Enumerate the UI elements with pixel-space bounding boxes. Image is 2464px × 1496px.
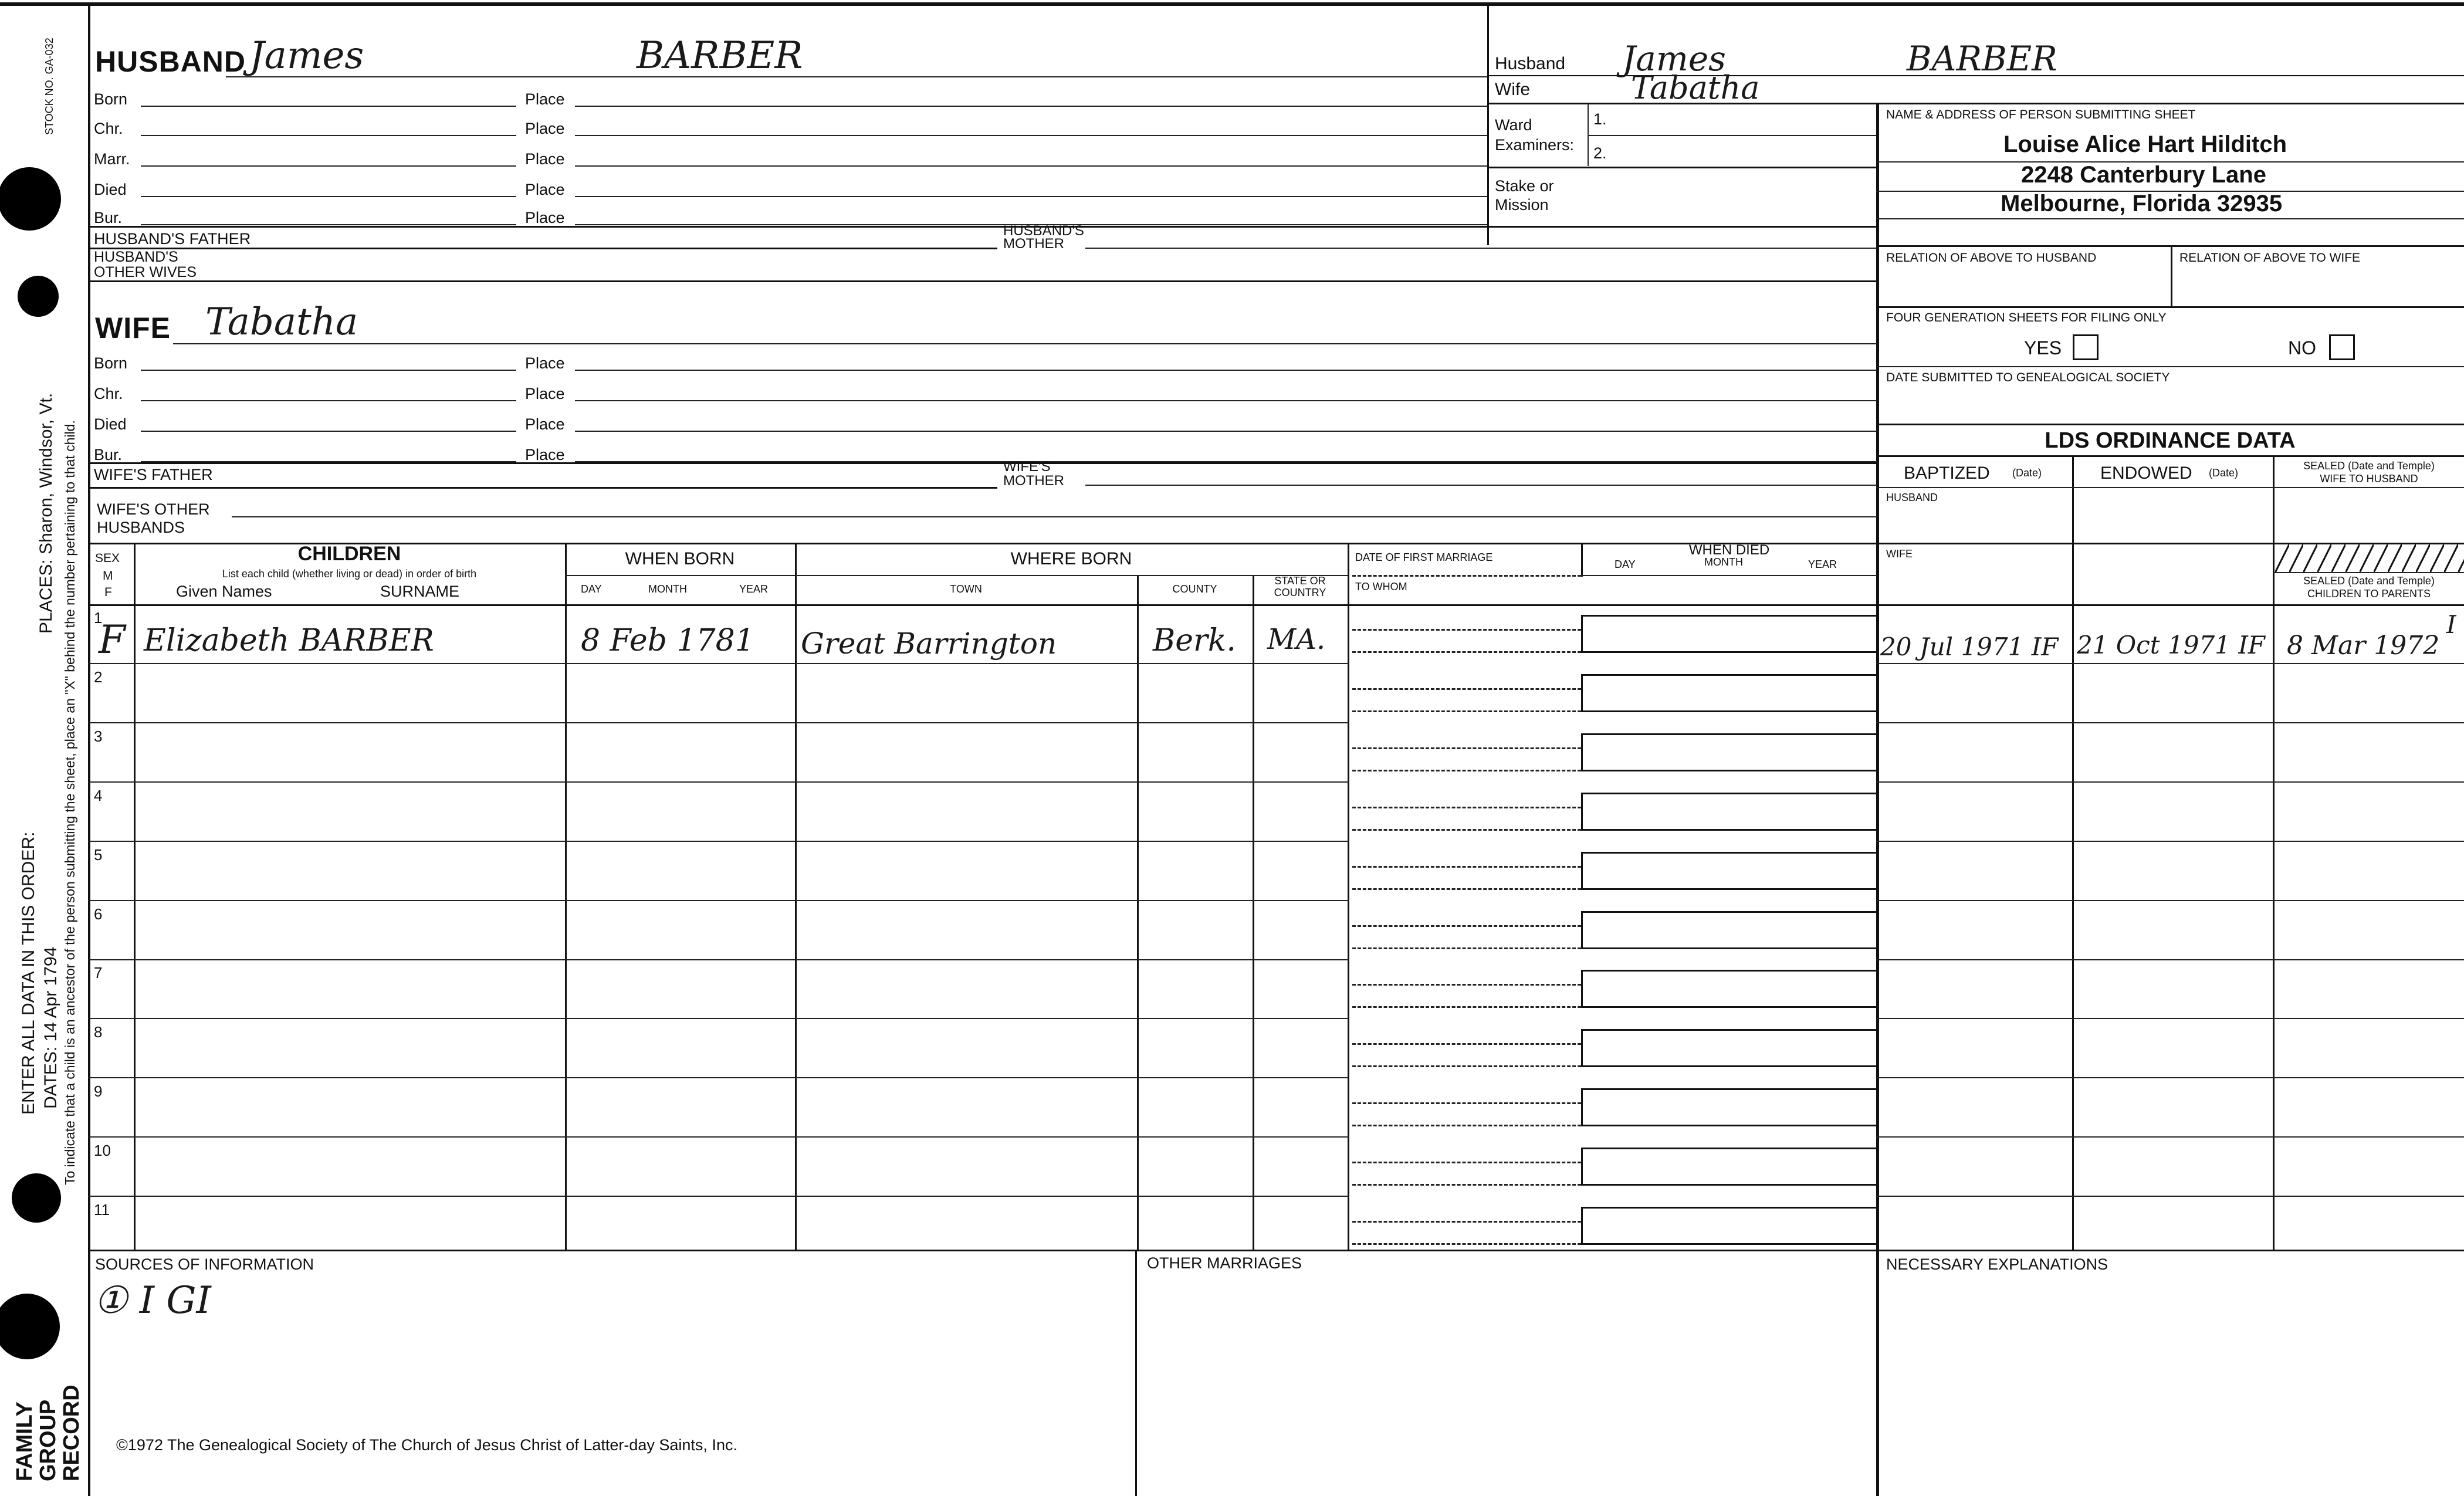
child-1-sealed: 8 Mar 1972 bbox=[2287, 631, 2440, 661]
marriage-whom-line bbox=[1352, 1065, 1581, 1067]
child-1-endowed: 21 Oct 1971 IF bbox=[2077, 631, 2265, 659]
lds-row-line bbox=[1876, 781, 2464, 783]
wife-father-label: WIFE'S FATHER bbox=[94, 466, 213, 483]
died-bracket-top bbox=[1581, 1207, 1877, 1209]
husband-father-label: HUSBAND'S FATHER bbox=[94, 230, 251, 248]
lds-row-line bbox=[1876, 722, 2464, 723]
right-panel-divider bbox=[1876, 103, 1879, 1496]
lds-row-line bbox=[1876, 1077, 2464, 1078]
child-1-sealed-mark: I bbox=[2446, 610, 2456, 639]
died-bracket-top bbox=[1581, 1148, 1877, 1149]
sources-value: ① I GI bbox=[94, 1279, 211, 1322]
order-note: ENTER ALL DATA IN THIS ORDER: bbox=[19, 831, 38, 1115]
died-bracket-bottom bbox=[1581, 829, 1877, 831]
marriage-date-line bbox=[1352, 1162, 1581, 1163]
died-bracket-bottom bbox=[1581, 651, 1877, 653]
child-1-sex: F bbox=[99, 617, 126, 662]
marriage-whom-line bbox=[1352, 947, 1581, 949]
copyright: ©1972 The Genealogical Society of The Church of Jesus Christ of Latter-day Saints, Inc. bbox=[116, 1436, 737, 1454]
marriage-date-line bbox=[1352, 984, 1581, 986]
died-bracket-top bbox=[1581, 911, 1877, 913]
lds-title: LDS ORDINANCE DATA bbox=[2045, 428, 2296, 453]
header-husband-given: James bbox=[1622, 39, 1726, 79]
punch-hole bbox=[18, 276, 59, 317]
died-bracket-top bbox=[1581, 852, 1877, 854]
child-row-number: 6 bbox=[94, 905, 103, 923]
marriage-date-line bbox=[1352, 629, 1581, 631]
died-bracket-top bbox=[1581, 674, 1877, 676]
left-border bbox=[88, 5, 90, 1496]
row-midline bbox=[88, 900, 1349, 901]
died-bracket bbox=[1581, 1029, 1583, 1067]
died-bracket-bottom bbox=[1581, 1243, 1877, 1245]
died-bracket-bottom bbox=[1581, 1125, 1877, 1126]
marriage-date-line bbox=[1352, 1102, 1581, 1104]
died-bracket bbox=[1581, 970, 1583, 1007]
row-midline bbox=[88, 781, 1349, 783]
yes-checkbox[interactable] bbox=[2073, 334, 2099, 360]
row-midline bbox=[88, 959, 1349, 960]
died-bracket bbox=[1581, 1148, 1583, 1185]
child-1-state: MA. bbox=[1267, 623, 1326, 656]
died-bracket-bottom bbox=[1581, 770, 1877, 771]
died-bracket bbox=[1581, 615, 1583, 652]
punch-hole bbox=[0, 167, 61, 231]
child-row-number: 11 bbox=[94, 1201, 110, 1219]
row-midline bbox=[88, 1196, 1349, 1197]
died-bracket-top bbox=[1581, 1088, 1877, 1090]
ancestor-note: To indicate that a child is an ancestor of the person submitting the sheet, place an "X" behind the number pertaining to that child. bbox=[62, 420, 77, 1185]
row-midline bbox=[88, 1136, 1349, 1138]
places-note: PLACES: Sharon, Windsor, Vt. bbox=[36, 392, 56, 634]
child-1-county: Berk. bbox=[1153, 623, 1236, 658]
husband-given-name: James bbox=[249, 34, 364, 77]
died-bracket bbox=[1581, 852, 1583, 889]
lds-row-line bbox=[1876, 1136, 2464, 1138]
row-midline bbox=[88, 1077, 1349, 1078]
dates-note: DATES: 14 Apr 1794 bbox=[41, 946, 60, 1109]
lds-row-line bbox=[1876, 1196, 2464, 1197]
submitter-city: Melbourne, Florida 32935 bbox=[2001, 191, 2283, 216]
marriage-date-line bbox=[1352, 866, 1581, 868]
child-row-number: 2 bbox=[94, 668, 103, 686]
no-checkbox[interactable] bbox=[2329, 334, 2355, 360]
died-bracket-bottom bbox=[1581, 947, 1877, 949]
died-bracket-bottom bbox=[1581, 710, 1877, 712]
header-husband-surname: BARBER bbox=[1907, 39, 2057, 79]
marriage-whom-line bbox=[1352, 888, 1581, 890]
record-title: FAMILY GROUP RECORD bbox=[12, 1385, 84, 1481]
child-1-town: Great Barrington bbox=[801, 627, 1057, 661]
died-bracket-bottom bbox=[1581, 1006, 1877, 1008]
header-wife-given: Tabatha bbox=[1631, 69, 1760, 106]
marriage-date-line bbox=[1352, 925, 1581, 927]
wife-label: WIFE bbox=[95, 312, 171, 344]
died-bracket-top bbox=[1581, 970, 1877, 972]
wife-given-name: Tabatha bbox=[205, 300, 358, 344]
child-1-name: Elizabeth BARBER bbox=[144, 623, 434, 658]
top-border bbox=[0, 2, 2464, 6]
marriage-whom-line bbox=[1352, 710, 1581, 712]
child-row-number: 7 bbox=[94, 964, 103, 981]
submitter-street: 2248 Canterbury Lane bbox=[2021, 162, 2266, 188]
marriage-date-line bbox=[1352, 688, 1581, 690]
row-midline bbox=[88, 1018, 1349, 1019]
lds-row-line bbox=[1876, 841, 2464, 842]
submitter-name: Louise Alice Hart Hilditch bbox=[2003, 131, 2287, 157]
husband-label: HUSBAND bbox=[95, 45, 246, 78]
marriage-date-line bbox=[1352, 747, 1581, 749]
died-bracket-top bbox=[1581, 733, 1877, 735]
died-bracket-top bbox=[1581, 793, 1877, 794]
marriage-whom-line bbox=[1352, 770, 1581, 771]
marriage-whom-line bbox=[1352, 829, 1581, 831]
hatched-cell bbox=[2275, 544, 2464, 573]
child-row-number: 4 bbox=[94, 787, 103, 804]
lds-row-line bbox=[1876, 663, 2464, 664]
died-bracket bbox=[1581, 1088, 1583, 1126]
row-midline bbox=[88, 841, 1349, 842]
child-row-number: 9 bbox=[94, 1082, 103, 1100]
marriage-date-line bbox=[1352, 807, 1581, 808]
died-bracket-bottom bbox=[1581, 1184, 1877, 1186]
row-midline bbox=[88, 722, 1349, 723]
died-bracket-top bbox=[1581, 1029, 1877, 1031]
child-row-number: 3 bbox=[94, 727, 103, 745]
marriage-whom-line bbox=[1352, 651, 1581, 653]
child-row-number: 1 bbox=[94, 609, 103, 627]
died-bracket bbox=[1581, 793, 1583, 830]
died-bracket-bottom bbox=[1581, 888, 1877, 890]
child-1-baptized: 20 Jul 1971 IF bbox=[1880, 632, 2059, 661]
punch-hole bbox=[12, 1173, 61, 1223]
child-row-number: 5 bbox=[94, 846, 103, 864]
marriage-date-line bbox=[1352, 1043, 1581, 1045]
lds-row-line bbox=[1876, 1018, 2464, 1019]
stock-number: STOCK NO. GA-032 bbox=[43, 38, 55, 135]
punch-hole bbox=[0, 1294, 60, 1359]
row-midline bbox=[88, 663, 1349, 664]
child-1-born: 8 Feb 1781 bbox=[581, 623, 754, 658]
marriage-whom-line bbox=[1352, 1006, 1581, 1008]
died-bracket-bottom bbox=[1581, 1065, 1877, 1067]
husband-surname: BARBER bbox=[637, 34, 803, 77]
lds-row-line bbox=[1876, 900, 2464, 901]
died-bracket bbox=[1581, 674, 1583, 712]
child-row-number: 8 bbox=[94, 1023, 103, 1041]
marriage-whom-line bbox=[1352, 1125, 1581, 1126]
died-bracket bbox=[1581, 911, 1583, 949]
marriage-date-line bbox=[1352, 1221, 1581, 1223]
marriage-whom-line bbox=[1352, 1184, 1581, 1186]
died-bracket bbox=[1581, 733, 1583, 771]
child-row-number: 10 bbox=[94, 1142, 111, 1159]
died-bracket bbox=[1581, 1207, 1583, 1244]
marriage-whom-line bbox=[1352, 1243, 1581, 1245]
header-divider bbox=[1487, 5, 1489, 245]
lds-row-line bbox=[1876, 959, 2464, 960]
died-bracket-top bbox=[1581, 615, 1877, 617]
